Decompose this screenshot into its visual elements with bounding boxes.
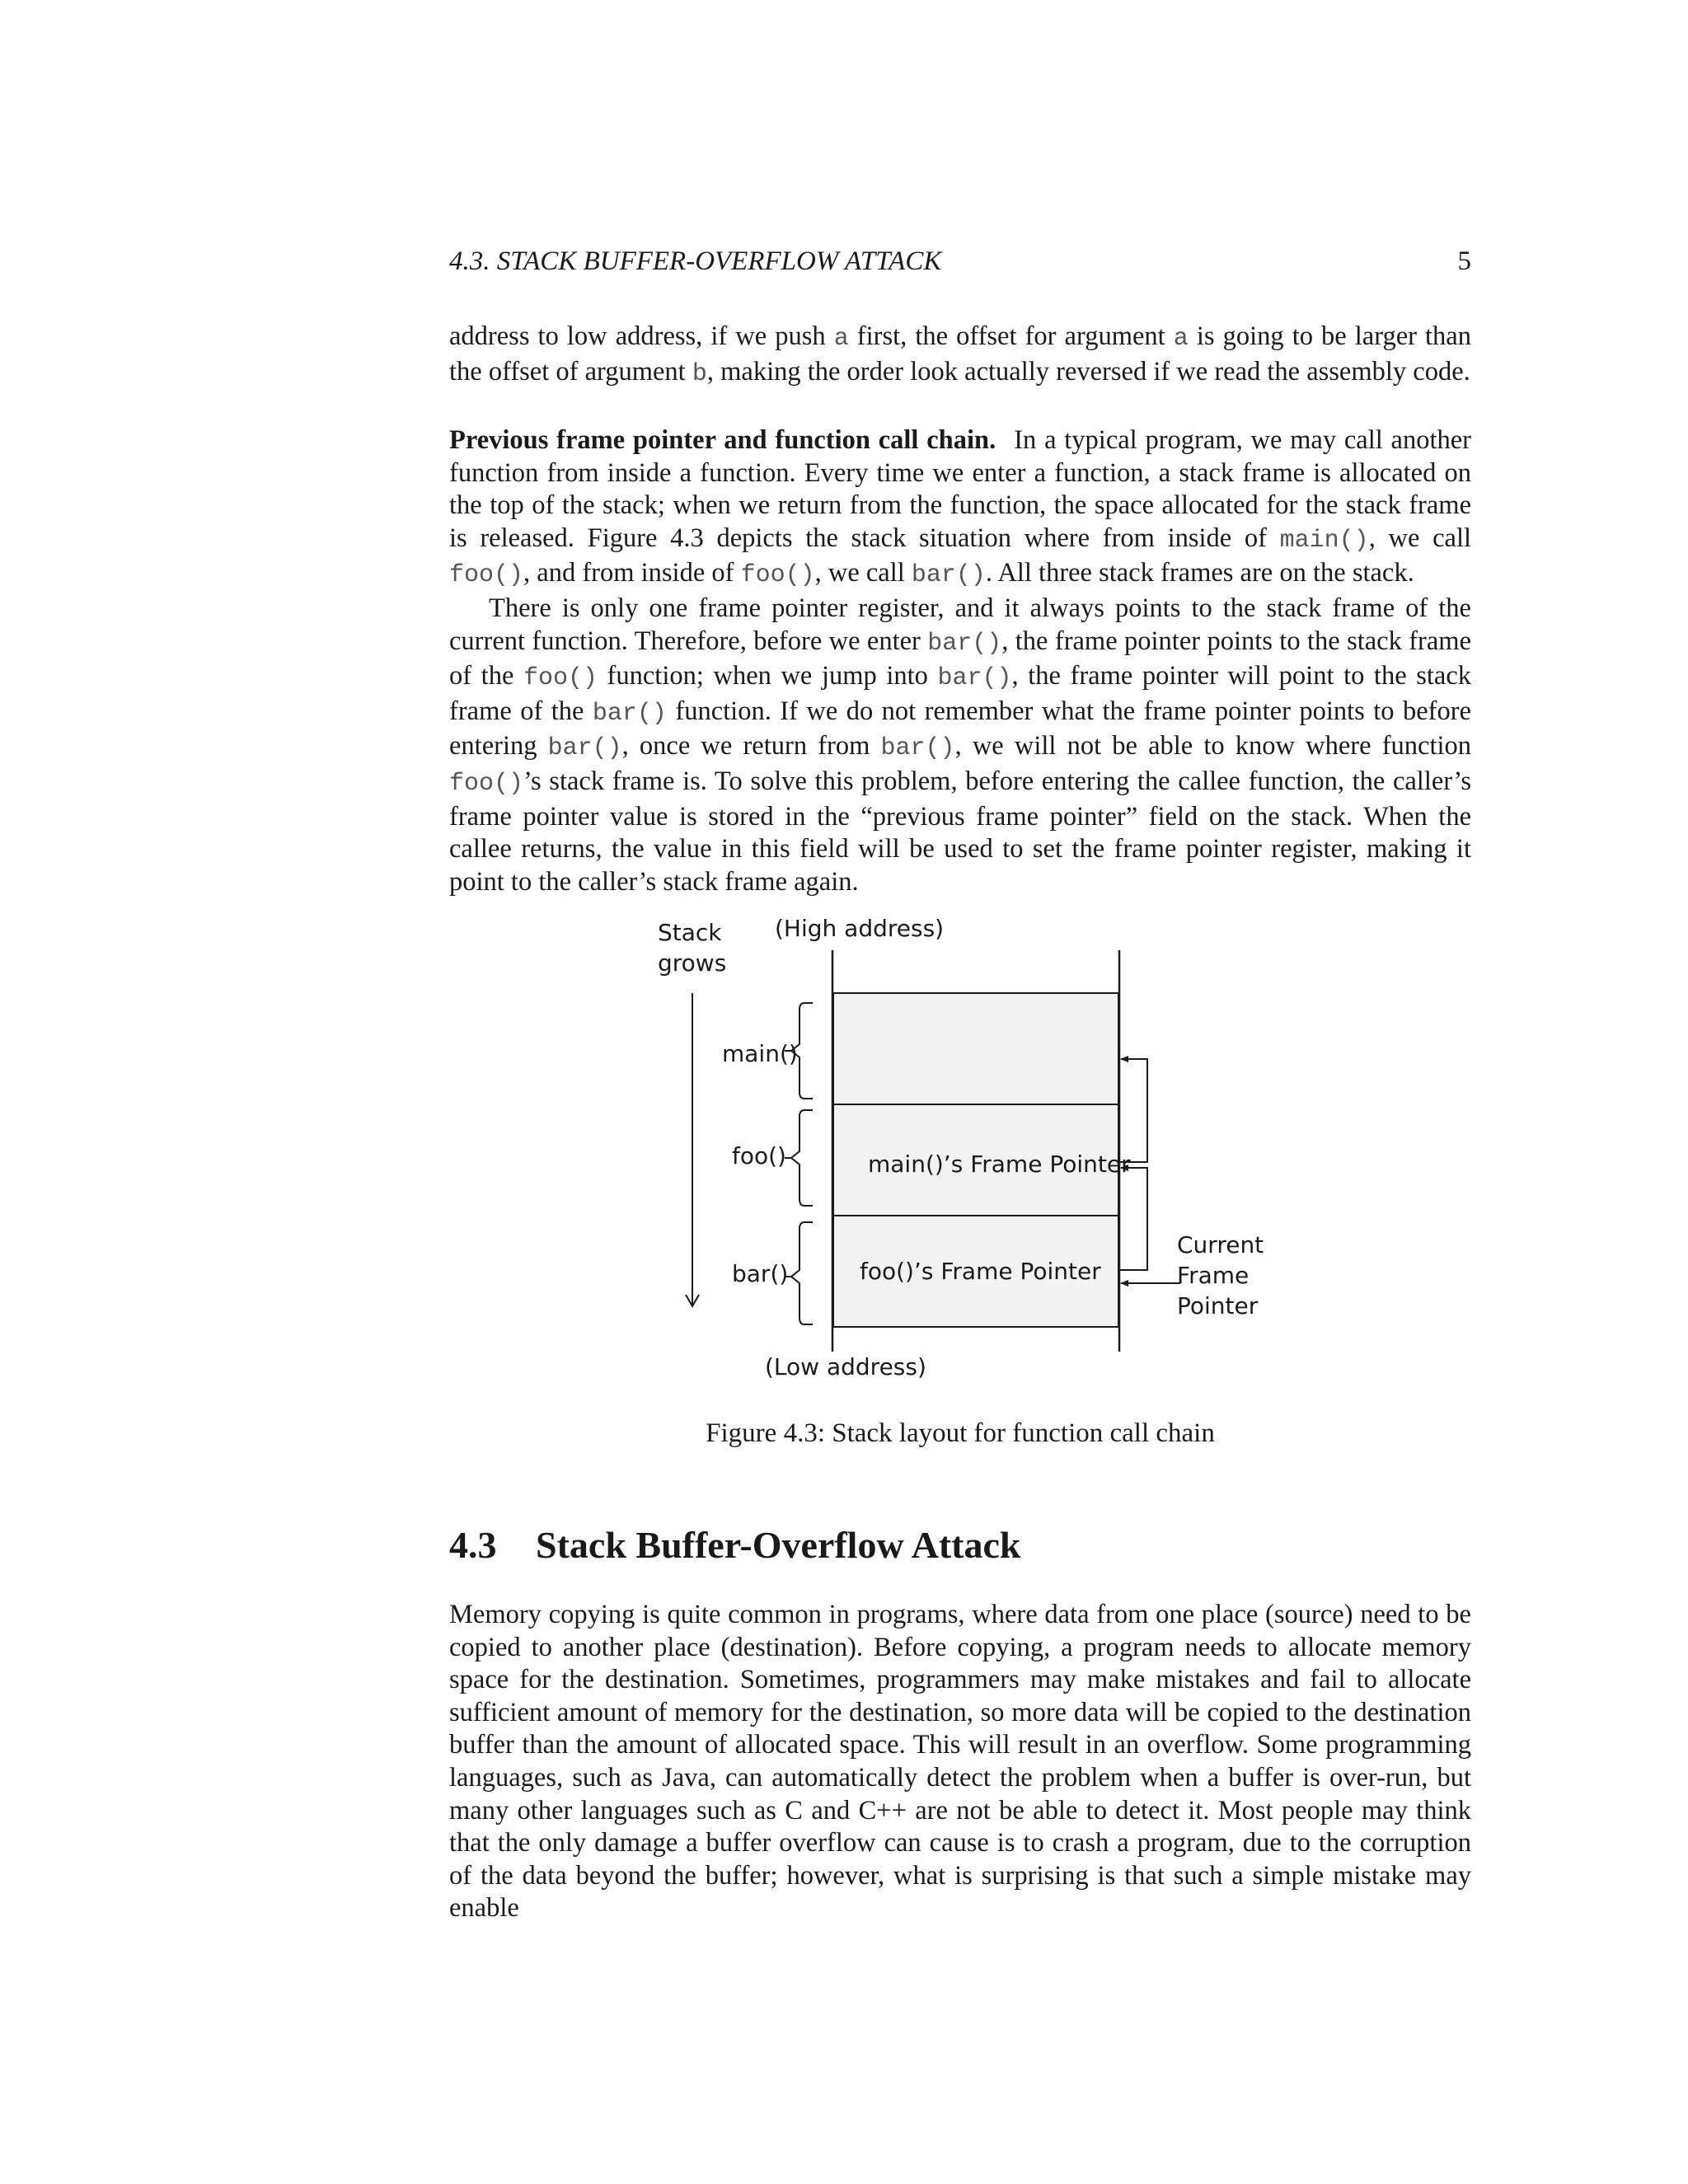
inline-code: b	[692, 359, 707, 388]
low-address-label: (Low address)	[765, 1353, 926, 1380]
text-run: , the frame pointer will point to the stack frame of the	[449, 661, 1472, 726]
stack-grows-label-1: Stack	[658, 919, 722, 946]
text-run: . All three stack frames are on the stack.	[985, 558, 1414, 588]
text-run: first, the offset for argument	[848, 321, 1174, 351]
running-header	[449, 243, 1471, 279]
text-run: address to low address, if we push	[449, 321, 834, 351]
stack-grows-label-2: grows	[658, 949, 727, 977]
inline-code: bar()	[911, 561, 986, 590]
frame-pointer-paragraph-2	[449, 593, 1471, 898]
inline-code: foo()	[449, 561, 524, 590]
main-frame-label: main()	[722, 1040, 798, 1067]
current-fp-label-2: Frame	[1177, 1262, 1250, 1289]
text-run: , the frame pointer points to the stack frame of the	[449, 626, 1472, 691]
bar-frame-label: bar()	[732, 1260, 789, 1287]
text-run: function; when we jump into	[597, 661, 938, 691]
text-run: , once we return from	[621, 731, 881, 762]
paragraph-heading: Previous frame pointer and function call chain.	[449, 425, 996, 455]
inline-code: a	[833, 325, 849, 353]
section-body	[449, 1599, 1471, 1925]
frame-pointer-section	[449, 424, 1471, 898]
text-run: In a typical program, we may call another function from inside a function. Every time we enter a function, a stack frame is allocated on the top of the stack; when we return from the function, the space allocated for the stack frame is released. Figure 4.3 depicts the stack situation where from inside of	[449, 425, 1472, 553]
text-run: function. If we do not remember what the frame pointer points to before entering	[449, 696, 1471, 762]
inline-code: bar()	[937, 664, 1012, 693]
main-fp-pointer-arrow	[1119, 1059, 1147, 1162]
section-title: Stack Buffer-Overflow Attack	[536, 1524, 1021, 1566]
main-frame-pointer-text: main()’s Frame Pointer	[868, 1151, 1131, 1178]
text-run: , we call	[1368, 523, 1471, 553]
foo-frame-label: foo()	[732, 1142, 786, 1169]
inline-code: bar()	[592, 699, 667, 728]
inline-code: bar()	[547, 734, 622, 763]
inline-code: foo()	[449, 769, 524, 798]
current-fp-label-1: Current	[1177, 1231, 1264, 1258]
main-frame-box	[833, 993, 1118, 1104]
inline-code: foo()	[523, 664, 598, 693]
high-address-label: (High address)	[775, 915, 945, 942]
text-run: ’s stack frame is. To solve this problem, before entering the callee function, the caller’s frame pointer value is stored in the “previous frame pointer” field on the stack. When the callee returns, the value in this field will be used to set the frame pointer register, making it point to the caller’s stack frame again.	[449, 766, 1471, 897]
text-run: There is only one frame pointer register, and it always points to the stack frame of the current function. Therefore, before we enter	[449, 593, 1471, 656]
inline-code: bar()	[880, 734, 955, 763]
bar-frame-brace	[791, 1222, 813, 1324]
inline-code: main()	[1279, 526, 1369, 555]
section-heading	[449, 1521, 1021, 1570]
text-run: , we call	[814, 558, 912, 588]
text-run: , we will not be able to know where function	[954, 731, 1471, 762]
section-paragraph: Memory copying is quite common in programs, where data from one place (source) need to be copied to another place (destination). Before copying, a program needs to allocate memory space for the destination. Sometimes, programmers may make mistakes and fail to allocate sufficient amount of memory for the destination, so more data will be copied to the destination buffer than the amount of allocated space. This will result in an overflow. Some programming languages, such as Java, can automatically detect the problem when a buffer is over-run, but many other languages such as C and C++ are not be able to detect it. Most people may think that the only damage a buffer overflow can cause is to crash a program, due to the corruption of the data beyond the buffer; however, what is surprising is that such a simple mistake may enable	[449, 1600, 1471, 1924]
foo-frame-brace	[791, 1110, 813, 1206]
page-number: 5	[1457, 246, 1471, 276]
figure-caption: Figure 4.3: Stack layout for function call chain	[706, 1418, 1215, 1448]
intro-paragraph	[449, 321, 1471, 391]
inline-code: a	[1173, 325, 1189, 353]
text-run: is going to be larger than the offset of argument	[449, 321, 1471, 387]
stack-layout-figure	[643, 911, 1286, 1389]
inline-code: foo()	[740, 561, 815, 590]
foo-frame-pointer-text: foo()’s Frame Pointer	[860, 1258, 1101, 1285]
foo-fp-pointer-arrow	[1119, 1168, 1147, 1270]
text-run: , and from inside of	[523, 558, 741, 588]
current-fp-label-3: Pointer	[1177, 1292, 1259, 1319]
stack-diagram	[643, 911, 1286, 1389]
frame-pointer-paragraph-1	[449, 424, 1471, 593]
section-number: 4.3	[449, 1524, 497, 1566]
text-run: , making the order look actually reversed if we read the assembly code.	[706, 356, 1470, 387]
running-title: 4.3. STACK BUFFER-OVERFLOW ATTACK	[449, 246, 942, 276]
inline-code: bar()	[927, 629, 1002, 658]
